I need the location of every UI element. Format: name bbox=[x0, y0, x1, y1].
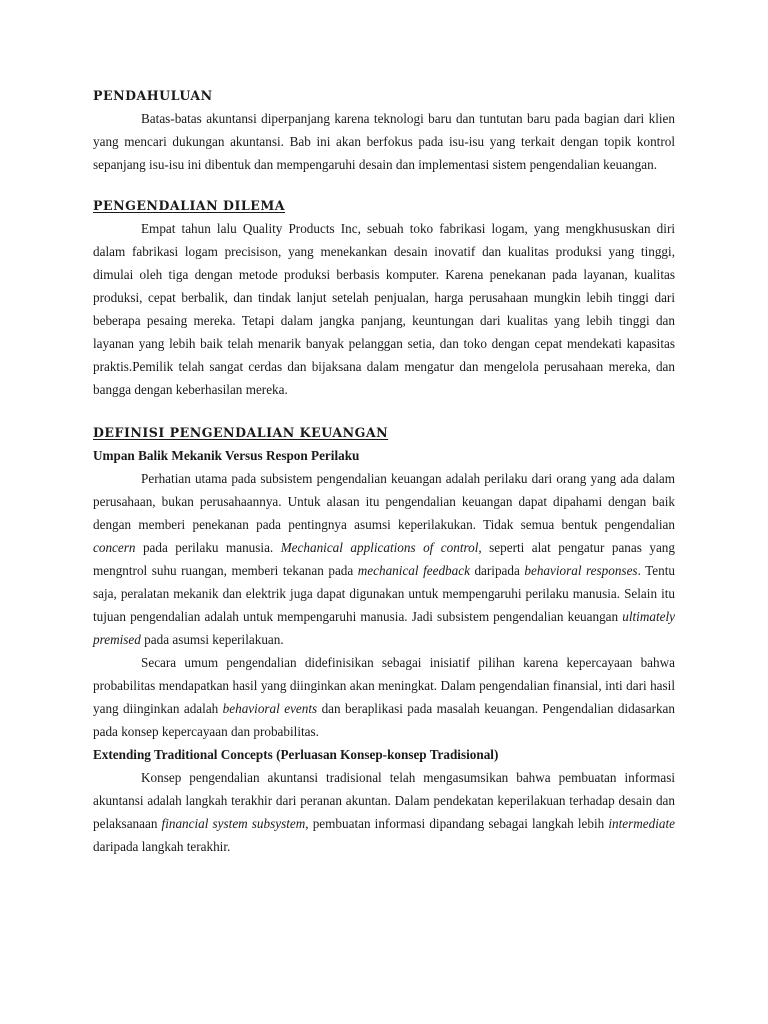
paragraph-perhatian-utama: Perhatian utama pada subsistem pengendalian keuangan adalah perilaku dari orang yang ada dalam perusahaan, bukan perusahaannya. Untuk alasan itu pengendalian keuangan dapat dipahami dengan baik dengan memberi penekanan pada pentingnya asumsi keperilakukan. Tidak semua bentuk pengendalian concern pada perilaku manusia. Mechanical applications of control, seperti alat pengatur panas yang mengntrol suhu ruangan, memberi tekanan pada mechanical feedback daripada behavioral responses. Tentu saja, peralatan mekanik dan elektrik juga dapat digunakan untuk mempengaruhi perilaku manusia. Selain itu tujuan pengendalian adalah untuk mempengaruhi manusia. Jadi subsistem pengendalian keuangan ultimately premised pada asumsi keperilakuan. bbox=[93, 471, 675, 647]
subheading-extending-traditional: Extending Traditional Concepts (Perluasan Konsep-konsep Tradisional) bbox=[93, 747, 499, 762]
section-heading-pendahuluan: PENDAHULUAN bbox=[93, 88, 213, 103]
paragraph-konsep-pengendalian: Konsep pengendalian akuntansi tradisional telah mengasumsikan bahwa pembuatan informasi akuntansi adalah langkah terakhir dari peranan akuntan. Dalam pendekatan keperilakuan terhadap desain dan pelaksanaan financial system subsystem, pembuatan informasi dipandang sebagai langkah lebih intermediate daripada langkah terakhir. bbox=[93, 770, 675, 854]
paragraph-pendahuluan: Batas-batas akuntansi diperpanjang karena teknologi baru dan tuntutan baru pada bagian dari klien yang mencari dukungan akuntansi. Bab ini akan berfokus pada isu-isu yang terkait dengan topik kontrol sepanjang isu-isu ini dibentuk dan mempengaruhi desain dan implementasi sistem pengendalian keuangan. bbox=[93, 111, 675, 172]
paragraph-secara-umum: Secara umum pengendalian didefinisikan sebagai inisiatif pilihan karena kepercayaan bahwa probabilitas mendapatkan hasil yang diinginkan akan meningkat. Dalam pengendalian finansial, inti dari hasil yang diinginkan adalah behavioral events dan beraplikasi pada masalah keuangan. Pengendalian didasarkan pada konsep kepercayaan dan probabilitas. bbox=[93, 655, 675, 739]
spacer bbox=[93, 401, 675, 421]
subheading-umpan-balik: Umpan Balik Mekanik Versus Respon Perilaku bbox=[93, 448, 360, 463]
spacer bbox=[93, 176, 675, 194]
document-page bbox=[93, 84, 675, 858]
section-heading-pengendalian-dilema: PENGENDALIAN DILEMA bbox=[93, 198, 286, 213]
paragraph-pengendalian-dilema: Empat tahun lalu Quality Products Inc, sebuah toko fabrikasi logam, yang mengkhususkan diri dalam fabrikasi logam precisison, yang menekankan desain inovatif dan kualitas produksi yang tinggi, dimulai oleh tiga dengan metode produksi berbasis komputer. Karena penekanan pada layanan, kualitas produksi, cepat berbalik, dan tindak lanjut setelah penjualan, harga perusahaan mungkin lebih tinggi dari beberapa pesaing mereka. Tetapi dalam jangka panjang, keuntungan dari kualitas yang lebih tinggi dan layanan yang lebih baik telah menarik banyak pelanggan setia, dan toko dengan cepat mendekati kapasitas praktis.Pemilik telah sangat cerdas dan bijaksana dalam mengatur dan mengelola perusahaan mereka, dan bangga dengan keberhasilan mereka. bbox=[93, 221, 675, 397]
section-heading-definisi: DEFINISI PENGENDALIAN KEUANGAN bbox=[93, 425, 389, 440]
